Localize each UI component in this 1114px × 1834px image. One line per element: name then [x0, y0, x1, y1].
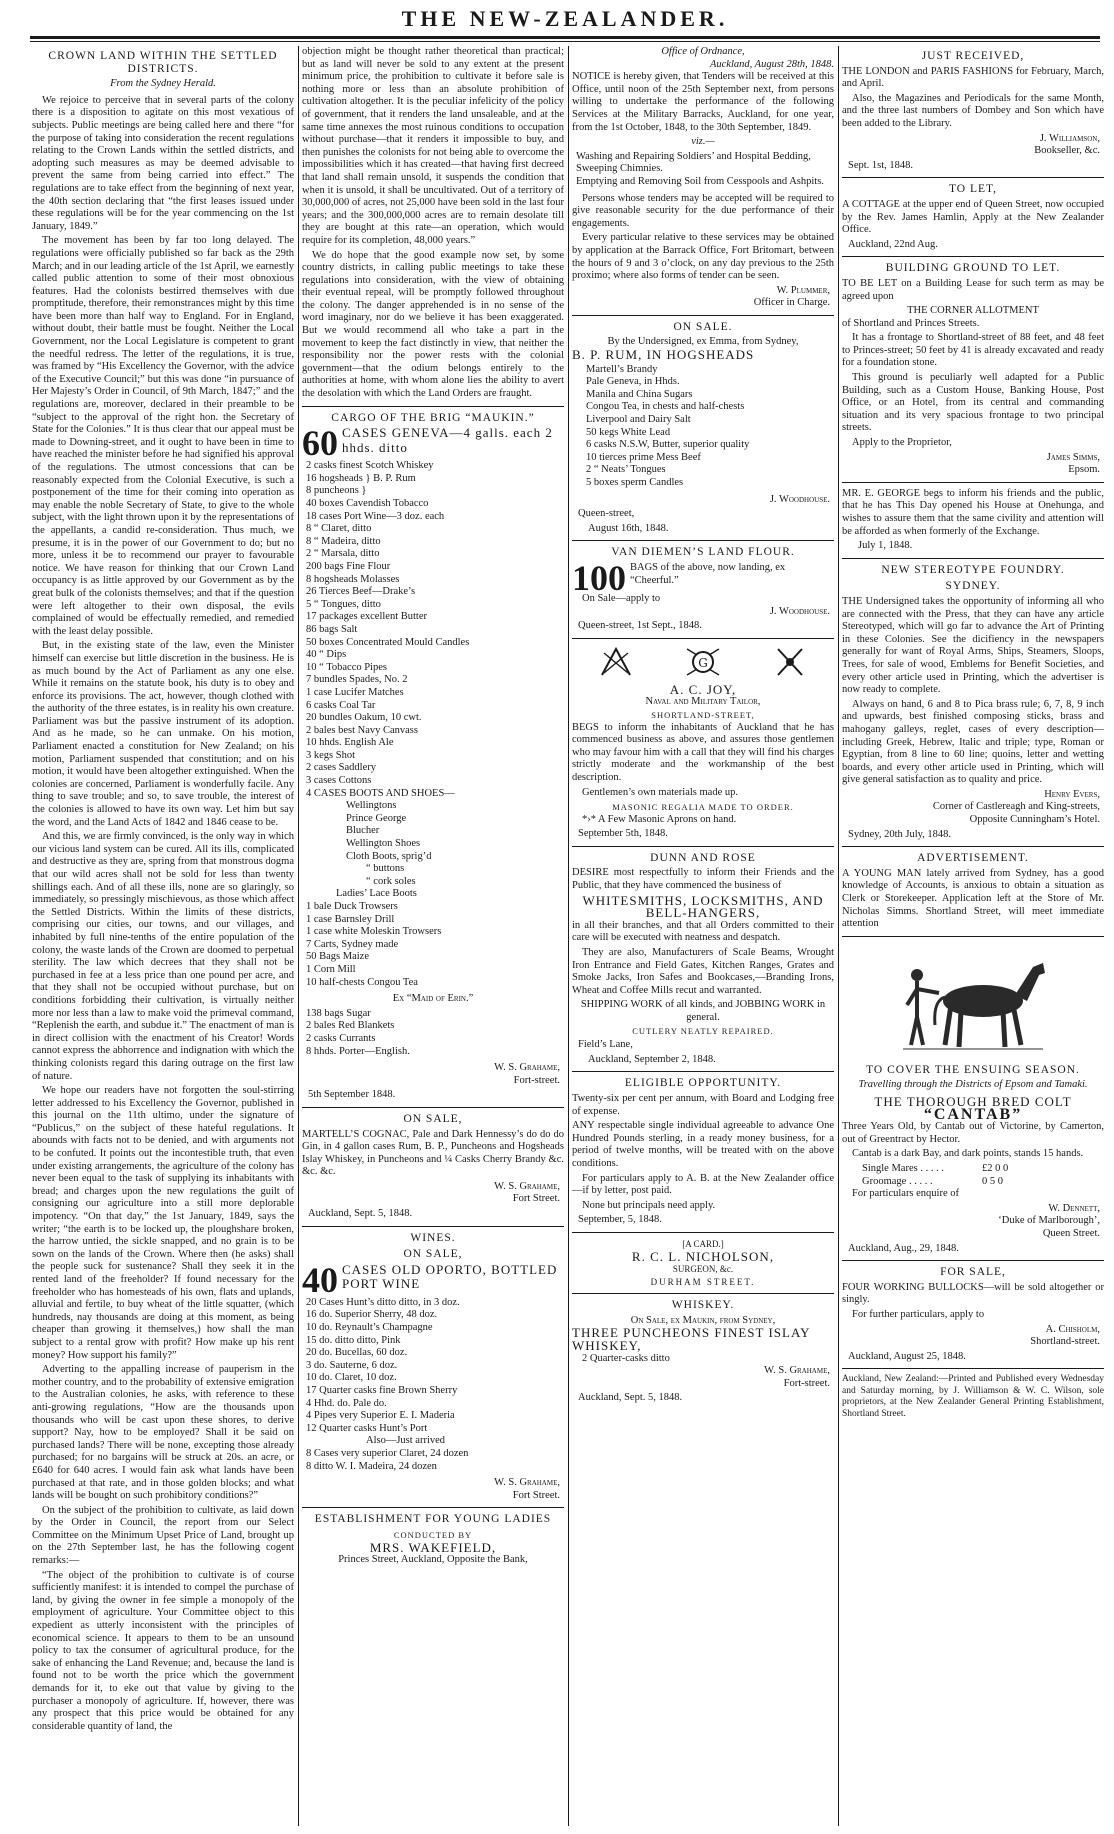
just-received-ad [842, 50, 1104, 172]
ad-date: Queen-street, 1st Sept., 1848. [578, 620, 702, 632]
ordnance-notice [572, 46, 834, 310]
ad-text: This ground is peculiarly well adapted for a Public Building, such as a Custom House, Banking House, Post Office, or an Hotel, from its central and commanding situation and its very spacious frontage to two principal streets. [842, 372, 1104, 434]
fee-row [842, 1163, 1104, 1176]
list-item: 17 packages excellent Butter [306, 611, 427, 623]
list-item: 8 ditto W. I. Madeira, 24 dozen [306, 1460, 437, 1472]
ad-street: DURHAM STREET. [650, 1276, 756, 1287]
ad-signature-address: Epsom. [1068, 464, 1100, 476]
divider [302, 406, 564, 407]
ad-subheading: Ex “Maid of Erin.” [392, 993, 474, 1005]
ad-text: Gentlemen’s own materials made up. [582, 786, 738, 798]
column-3 [572, 46, 834, 1826]
column-1 [32, 46, 294, 1826]
ad-name: “CANTAB” [923, 1105, 1023, 1123]
nicholson-card [572, 1238, 834, 1288]
ad-date: Auckland, Sept. 5, 1848. [578, 1392, 683, 1404]
ad-signature: J. Woodhouse. [769, 493, 830, 505]
ad-text: MARTELL’S COGNAC, Pale and Dark Hennessy’s do do do Gin, in 4 gallon cases Rum, B. P., Puncheons and Hogsheads Islay Whiskey, in Puncheons and ¼ Casks Cherry Brandy &c. &c. &c. [302, 1128, 564, 1178]
joy-ad [572, 644, 834, 841]
ad-text: Also, the Magazines and Periodicals for the same Month, and the three last numbers of Dombey and Son which have been added to the Library. [842, 92, 1104, 129]
ad-date: July 1, 1848. [858, 540, 913, 552]
ad-text: BEGS to inform the inhabitants of Auckland that he has commenced business as above, and assures those gentlemen who may favour him with a call that they will find his charges strictly moderate and the workmanship of the best description. [572, 721, 834, 783]
ad-date: Auckland, August 25, 1848. [848, 1350, 966, 1362]
ad-text: For further particulars, apply to [852, 1308, 985, 1320]
ad-text: Three Years Old, by Cantab out of Victorine, by Camerton, out of Greentract by Hector. [842, 1121, 1104, 1145]
list-item: 50 boxes Concentrated Mould Candles [306, 636, 470, 648]
whiskey-ad [572, 1299, 834, 1405]
ad-text: Twenty-six per cent per annum, with Board and Lodging free of expense. [572, 1092, 834, 1117]
fee-label: Single Mares . . . . . [862, 1162, 944, 1174]
list-item: 8 hhds. Porter—English. [306, 1045, 410, 1057]
ad-date: Sept. 1st, 1848. [848, 159, 914, 171]
svg-text:G: G [698, 655, 708, 670]
cargo-list [302, 1008, 564, 1058]
ad-date: Auckland, Aug., 29, 1848. [848, 1242, 959, 1254]
ad-date: 5th September 1848. [308, 1089, 396, 1101]
ad-lead-text: CASES OLD OPORTO, BOTTLED PORT WINE [342, 1263, 558, 1292]
list-item: 16 do. Superior Sherry, 48 doz. [306, 1309, 438, 1321]
article-paragraph: The movement has been by far too long delayed. The regulations were officially published so far back as the 29th March; and in our leading article of the 1st April, we earnestly called public attention to some of their most obnoxious features. Had the colonists bestirred themselves with due promptitude, therefore, their remonstrances might by this time have been more than half way to England. For in England, without doubt, their battle must be fought. Neither the Local Government, nor the Local Legislature is competent to grant the needful redress. The letter of the regulations, it is true, was framed by “His Excellency the Governor, with the advice of the Executive Council;” but this was done “in pursuance of Her Majesty’s Order in Council, of 9th March, 1847;” and the regulations are, moreover, declared in their preamble to be “subject to the approval of the right hon. the Secretary of State for the Colonies.” It is thus clear that our appeal must be made to Downing-street, and it ought to have been in time to have reached the minister before he had signified his approval of the regulations. The utmost concessions that can be reasonably expected from the Colonial Executive, is such a postponement of the time for their coming into operation as may enable the noble Secretary of State, to give to the whole subject, with the light thrown upon it by the representations of the appellants, a candid re-consideration. Thus much, we presume, it is in the power of our Government to do; but no more, unless it be to recommend our prayer to favourable notice. We have reason for thinking that our Crown Land occupancy is as little approved by our Government as by the great bulk of the colonists themselves; and that if the question were left altogether to their own disposal, the evils complained of would be effectually remedied, and remedied with the least delay possible. [32, 235, 294, 637]
list-item: Also—Just arrived [366, 1435, 446, 1447]
list-item: 20 bundles Oakum, 10 cwt. [306, 712, 422, 724]
list-item: 18 cases Port Wine—3 doz. each [306, 510, 445, 522]
list-item: 200 bags Fine Flour [306, 560, 391, 572]
list-item: Emptying and Removing Soil from Cesspools and Ashpits. [576, 175, 824, 187]
list-item: 3 do. Sauterne, 6 doz. [306, 1359, 398, 1371]
notice-date: Auckland, August 28th, 1848. [709, 58, 834, 70]
list-item: 10 half-chests Congou Tea [306, 976, 418, 988]
list-item: Wellington Shoes [346, 838, 421, 850]
list-item: 50 kegs White Lead [586, 426, 671, 438]
list-item: Prince George [346, 812, 407, 824]
ad-text: 2 Quarter-casks ditto [582, 1352, 670, 1364]
ad-lead-number: 100 [572, 561, 626, 593]
list-item: Wellingtons [346, 800, 397, 812]
cargo-list [302, 460, 564, 989]
column-rule [568, 46, 569, 1826]
ad-signature: Henry Evers, [1044, 788, 1100, 800]
ad-date: Sydney, 20th July, 1848. [848, 828, 952, 840]
article-source: From the Sydney Herald. [110, 78, 216, 90]
list-item: 10 hhds. English Ale [306, 737, 394, 749]
list-item: 6 casks Coal Tar [306, 699, 376, 711]
column-4 [842, 46, 1104, 1826]
list-item: 17 Quarter casks fine Brown Sherry [306, 1385, 458, 1396]
ad-headline: BUILDING GROUND TO LET. [885, 262, 1061, 275]
divider [302, 1107, 564, 1108]
ad-headline: ON SALE. [673, 320, 733, 333]
ad-trades: WHITESMITHS, LOCKSMITHS, AND BELL-HANGERS, [582, 892, 824, 921]
ad-text: They are also, Manufacturers of Scale Beams, Wrought Iron Entrance and Field Gates, Kitchen Ranges, Grates and Smoke Jacks, Iron Safes and Bookcases,—Branding Irons, Wheat and Coffee Mills recut and warranted. [572, 947, 834, 996]
ad-text: *›* A Few Masonic Aprons on hand. [582, 813, 737, 825]
ad-lead-text: CASES GENEVA—4 galls. each 2 hhds. ditto [342, 427, 553, 455]
ad-text: Always on hand, 6 and 8 to Pica brass rule; 6, 7, 8, 9 inch and upwards, best finished composing sticks, brass and mahogany galleys, reglet, cases of every description—including Greek, Hebrew, Italic and triple; type, Roman or Egyptian, from 8 line to 60 line; quoins, letter and wetting boards, and every other article used in Printing, which will give general satisfaction as to quality and price. [842, 698, 1104, 786]
ad-name: A. C. JOY, [669, 681, 737, 697]
ad-headline: VAN DIEMEN’S LAND FLOUR. [611, 546, 795, 559]
ad-intro: On Sale, ex Maukin, from Sydney, [630, 1314, 776, 1326]
divider [572, 638, 834, 639]
ad-text: For particulars enquire of [852, 1188, 960, 1200]
ad-text: MASONIC REGALIA MADE TO ORDER. [612, 802, 794, 813]
list-item: 8 “ Claret, ditto [306, 523, 372, 535]
ad-text: For particulars apply to A. B. at the New Zealander office—if by letter, post paid. [572, 1172, 834, 1197]
list-item: 15 do. ditto ditto, Pink [306, 1334, 401, 1346]
notice-text: NOTICE is hereby given, that Tenders will be received at this Office, until noon of the 25th September next, from persons willing to undertake the performance of the following Services at the Military Barracks, Auckland, for one year, from the 1st October, 1848, to the 30th September, 1849. [572, 71, 834, 133]
ad-text: TO BE LET on a Building Lease for such term as may be agreed upon [842, 277, 1104, 302]
card-label: [A CARD.] [682, 1238, 724, 1249]
list-item: 1 bale Duck Trowsers [306, 901, 398, 912]
masthead-rule-thin [30, 41, 1100, 42]
masthead: THE NEW-ZEALANDER. [401, 6, 729, 31]
ad-text: in all their branches, and that all Orders committed to their care will be executed with neatness and despatch. [572, 919, 834, 944]
divider [572, 846, 834, 847]
ad-lead-number: 60 [302, 427, 338, 459]
ad-date: August 16th, 1848. [588, 522, 669, 534]
divider [572, 540, 834, 541]
ad-place: Queen-street, [578, 508, 635, 520]
article-paragraph: objection might be thought rather theoretical than practical; but as land will never be sold to any extent at the present minimum price, the prohibition to cultivate it before sale is nothing more or less than an absolute prohibition of cultivation altogether. It is the peculiar infelicity of the policy of government, that it renders the land unsaleable, and at the same time annexes the most ruinous conditions to occupation without purchase—that it renders it impossible to buy, and then punishes the colonists for not being able to overcome the impossibilities which it has created—that having first decreed that land shall remain unsold, it suspends the condition that when it is unsold, it shall be uncultivated. Out of a territory of 30,000,000 of acres, not 25,000 have been sold in the last four years; and the 300,000,000 acres are to remain desolate till they are bought at this rate—an operation, which would require for its completion, 48,000 years.” [302, 46, 564, 246]
list-item: 2 “ Neats’ Tongues [586, 464, 666, 476]
list-item: 2 casks finest Scotch Whiskey [306, 460, 434, 472]
george-ad [842, 488, 1104, 553]
notice-text: Persons whose tenders may be accepted will be required to give reasonable security for the due performance of their engagements. [572, 192, 834, 229]
ad-signature: J. Williamson, [1039, 132, 1100, 144]
list-item: Liverpool and Dairy Salt [586, 414, 691, 426]
ad-signature-address: Officer in Charge. [753, 297, 830, 309]
ad-title: THE THOROUGH BRED COLT [874, 1094, 1072, 1109]
ad-lead-number: 40 [302, 1263, 338, 1295]
list-item: “ cork soles [366, 875, 416, 887]
divider [842, 1260, 1104, 1261]
ad-headline: DUNN AND ROSE [650, 851, 756, 864]
masthead-rule-thick [30, 36, 1100, 39]
cargo-ad [302, 412, 564, 1102]
list-item: 50 Bags Maize [306, 951, 369, 963]
divider [842, 256, 1104, 257]
list-item: 10 do. Claret, 10 doz. [306, 1372, 397, 1384]
ad-lead-text: THREE PUNCHEONS FINEST ISLAY WHISKEY, [572, 1325, 811, 1354]
article-paragraph: But, in the existing state of the law, even the Minister himself can exercise but little discretion in the business. He is as much bound by the Act of Parliament as any one else. While it remains on the statute book, his duty is to obey and enforce its provisions. The act, however, though clothed with the authority of the three estates, is in reality his own creature. Parliament was but the passive instrument of its adoption. And as he made, so he can unmake. On his motion, Parliament enacted a constitution for New Zealand; on his motion, Parliament suspended that constitution; and on his motion, it would have been altogether extinguished. When the colonies are concerned, Parliament is wonderfully facile. Any thing to save trouble; and so, to save trouble, the interest of the colonies is allowed to have its own way. Let him but say the word, and the Land Acts of 1842 and 1846 cease to be. [32, 640, 294, 828]
ad-text: FOUR WORKING BULLOCKS—will be sold altogether or singly. [842, 1281, 1104, 1306]
list-item: 1 case Barnsley Drill [306, 913, 395, 925]
list-item: 6 casks N.S.W, Butter, superior quality [586, 439, 750, 451]
ad-signature-address: ‘Duke of Marlborough’, [998, 1215, 1100, 1227]
notice-office: Office of Ordnance, [661, 46, 745, 57]
list-item: 40 “ Dips [306, 649, 347, 661]
fee-value: 0 5 0 [982, 1175, 1003, 1187]
list-item: 20 do. Bucellas, 60 doz. [306, 1347, 408, 1359]
cantab-ad [842, 942, 1104, 1255]
divider [302, 1507, 564, 1508]
ad-signature-address: Fort-street. [783, 1377, 830, 1389]
list-item: Manila and China Sugars [586, 388, 693, 400]
ad-signature-address: Opposite Cunningham’s Hotel. [969, 814, 1100, 826]
list-item: 5 “ Tongues, ditto [306, 598, 381, 610]
ad-headline: TO LET, [948, 183, 998, 196]
stereotype-ad [842, 564, 1104, 841]
ad-subheading: Travelling through the Districts of Epsom and Tamaki. [858, 1079, 1088, 1091]
divider [572, 1071, 834, 1072]
ad-headline: CARGO OF THE BRIG “MAUKIN.” [331, 411, 535, 424]
fee-value: £2 0 0 [982, 1162, 1009, 1174]
list-item: 16 hogsheads } B. P. Rum [306, 472, 416, 484]
list-item: 2 cases Saddlery [306, 762, 376, 774]
article-paragraph: We hope our readers have not forgotten the soul-stirring letter addressed to his Excellency the Governor, published in this journal on the 11th ultimo, under the signature of “Publicus,” on the subject of these hateful regulations. It abounds with facts not to be denied, and with arguments not to be confuted. It points out the incontestible truth, that even under existing arrangements, the agriculture of the colony has never been equal to the task of supplying its inhabitants with bread; and charges upon the new regulations the guilt of consigning our agriculture into a still more deplorable impotency. “On that day,” the 1st January, 1849, says the writer; “the earth is to be locked up, the ploughshare broken, the harrow untied, the sickle snapped, and no grain is to be sown on the lands of the Crown. Where then (he asks) shall the people suck for sustenance? Shall they seek it in the rented land of the freeholder? If found necessary for the freeholder who has homesteads of his own, flats and uplands, alluvial and fertile, to buy wheat of the little squatter, (which hundreds, nay thousands are doing at this moment, as being cheaper than growing it themselves,) how shall the man subject to a rental grow with profit? How make up his rent money? How support his family?” [32, 1085, 294, 1361]
list-item: 10 “ Tobacco Pipes [306, 661, 388, 673]
ad-date: Auckland, Sept. 5, 1848. [308, 1208, 413, 1220]
horse-engraving-icon [842, 942, 1104, 1060]
ad-text: CUTLERY NEATLY REPAIRED. [632, 1025, 774, 1036]
ad-title: SURGEON, &c. [672, 1264, 734, 1275]
divider [842, 558, 1104, 559]
list-item: 1 case white Moleskin Trowsers [306, 926, 442, 938]
ad-signature-address: Fort-street. [513, 1074, 560, 1086]
ad-signature-address: Corner of Castlereagh and King-streets, [932, 801, 1100, 813]
fee-row [842, 1176, 1104, 1189]
list-item: 1 case Lucifer Matches [306, 686, 404, 698]
list-item: Pale Geneva, in Hhds. [586, 376, 680, 388]
ad-text: THE Undersigned takes the opportunity of informing all who are connected with the Press, that they can have any article Stereotyped, which will go far to advance the Art of Printing in these Colonies. See the dicifiency in the newspapers generally for want of Royal Arms, Ships, Steamers, Sloops, Trees, for sale of wood, Emblems for Benefit Societies, and every other article used in Printing, which the advertiser is now ready to complete. [842, 595, 1104, 696]
onsale-woodhouse-ad [572, 321, 834, 536]
column-rule [298, 46, 299, 1826]
wines-ad [302, 1232, 564, 1503]
ad-signature: W. Dennett, [1048, 1202, 1100, 1214]
notice-viz: viz.— [691, 136, 715, 148]
list-item: Cloth Boots, sprig’d [346, 850, 432, 862]
list-item: 3 cases Cottons [306, 775, 372, 787]
ad-signature-address: Queen Street. [1042, 1227, 1100, 1239]
divider [842, 846, 1104, 847]
ad-intro: By the Undersigned, ex Emma, from Sydney, [607, 336, 799, 348]
list-item: 2 “ Marsala, ditto [306, 548, 380, 560]
column-2 [302, 46, 564, 1826]
establishment-ad [302, 1513, 564, 1566]
divider [572, 315, 834, 316]
dunn-rose-ad [572, 852, 834, 1067]
divider [842, 1368, 1104, 1369]
masonic-emblem-icon [572, 644, 834, 680]
ad-signature: James Simms, [1046, 451, 1100, 463]
list-item: Washing and Repairing Soldiers’ and Hospital Bedding, [576, 150, 811, 162]
onsale-ad [302, 1113, 564, 1221]
list-item: 10 do. Reynault’s Champagne [306, 1322, 433, 1334]
ad-signature: W. Plummer, [776, 284, 830, 296]
ad-text: of Shortland and Princes Streets. [842, 317, 980, 329]
ad-headline: WHISKEY. [671, 1299, 735, 1312]
ad-text: ANY respectable single individual agreeable to advance One Hundred Pounds sterling, in a ready money business, for a period of twelve months, will be treated with on the above conditions. [572, 1120, 834, 1169]
ad-date: September 5th, 1848. [578, 828, 668, 840]
list-item: Ladies’ Lace Boots [336, 888, 417, 900]
ad-title: Naval and Military Tailor, [645, 696, 761, 708]
list-item: 20 Cases Hunt’s ditto ditto, in 3 doz. [306, 1296, 460, 1308]
list-item: “ buttons [366, 863, 405, 875]
ad-text: A YOUNG MAN lately arrived from Sydney, has a good knowledge of Accounts, is anxious to obtain a situation as Clerk or Storekeeper. Application left at the Store of Mr. Nicholas Simms. Shortland Street, will meet immediate attention [842, 867, 1104, 930]
list-item: 2 casks Currants [306, 1032, 376, 1044]
notice-text: Every particular relative to these services may be obtained by application at the Barrack Office, Fort Britomart, between the hours of 9 and 3 o’clock, on any day previous to the 25th proximo; where also forms of tender can be seen. [572, 232, 834, 282]
ad-text: Cantab is a dark Bay, and dark points, stands 15 hands. [852, 1148, 1084, 1160]
ad-lead-text: B. P. RUM, IN HOGSHEADS [572, 347, 755, 363]
fee-label: Groomage . . . . . [862, 1175, 933, 1187]
ad-signature: J. Woodhouse. [769, 605, 830, 617]
ad-text: THE LONDON and PARIS FASHIONS for February, March, and April. [842, 65, 1104, 90]
article-paragraph: We do hope that the good example now set, by some country districts, in calling public meetings to take these regulations into consideration, with the view of obtaining their eventual repeal, will be promptly followed throughout the colony. The danger apprehended is in no sense of the word imaginary, nor do we believe it has been exaggerated. But we would recommend all who take a part in the movement to keep the fact distinctly in view, that neither the responsibility nor the power rests with the colonial government—that the odium belongs entirely to the authorities at home, with whom alone lies the ability to avert the desolation with which the Land Orders are fraught. [302, 249, 564, 400]
ad-signature: W. S. Grahame, [494, 1180, 560, 1192]
list-item: 40 boxes Cavendish Tobacco [306, 498, 429, 509]
building-ground-ad [842, 262, 1104, 477]
ad-signature: W. S. Grahame, [494, 1477, 560, 1489]
ad-address: Princes Street, Auckland, Opposite the Bank, [338, 1554, 528, 1566]
divider [572, 1232, 834, 1233]
ad-signature-address: Fort Street. [512, 1193, 560, 1205]
ad-signature-address: Shortland-street. [1030, 1336, 1100, 1348]
ad-subheading: ON SALE, [403, 1248, 463, 1261]
divider [842, 936, 1104, 937]
ad-signature: W. S. Grahame, [494, 1062, 560, 1074]
services-list [572, 151, 834, 189]
ad-signature: W. S. Grahame, [764, 1365, 830, 1377]
ad-subheading: THE CORNER ALLOTMENT [907, 305, 1039, 317]
ad-place: Field’s Lane, [578, 1039, 633, 1051]
article-paragraph: “The object of the prohibition to cultivate is of course sufficiently manifest: it is intended to compel the purchase of land, by giving the owner in fee simple a monopoly of the employment of agriculture. Your Committee object to this expedient as utterly inconsistent with the principles of economical science. It appears to them to be an unsound policy to tax the consumer of agricultural produce, for the sake of enhancing the Land Revenue; and, because the land is found not to be worth the price which the government demands for it, to eke out that value by giving to the purchaser a monopoly of agriculture. If, however, there was any prospect that this price would be obtained for any considerable quantity of land, the [32, 1569, 294, 1732]
advertisement-ad [842, 852, 1104, 931]
ad-headline: ESTABLISHMENT FOR YOUNG LADIES [314, 1513, 552, 1526]
eligible-ad [572, 1077, 834, 1227]
ad-headline: ELIGIBLE OPPORTUNITY. [624, 1077, 782, 1090]
column-rule [838, 46, 839, 1826]
article-paragraph: We rejoice to perceive that in several parts of the colony there is a disposition to agitate on this most vexatious of subjects. Public meetings are being called here and there “for the purpose of taking into consideration the recent regulations relating to the Crown Lands within the settled districts, and adopting such measures as may be deemed advisable to prevent the same from being carried into effect.” The regulations are to take effect from the beginning of next year, the 40th section declaring that “the first leases issued under these regulations will be for the year commencing on the 1st January, 1849.” [32, 94, 294, 232]
ad-text: On Sale—apply to [582, 592, 661, 604]
list-item: 138 bags Sugar [306, 1007, 371, 1019]
ad-text: A COTTAGE at the upper end of Queen Street, now occupied by the Rev. James Hamlin, Apply at the New Zealander Office. [842, 198, 1104, 236]
list-item: 3 kegs Shot [306, 749, 356, 761]
list-item: 12 Quarter casks Hunt’s Port [306, 1422, 428, 1434]
list-item: 4 CASES BOOTS AND SHOES— [306, 787, 455, 799]
list-item: 8 hogsheads Molasses [306, 573, 400, 585]
ad-street: SHORTLAND-STREET, [651, 709, 755, 720]
to-let-ad [842, 183, 1104, 251]
ad-headline: JUST RECEIVED, [921, 50, 1025, 62]
ad-signature: A. Chisholm, [1045, 1323, 1100, 1335]
list-item: 8 puncheons } [306, 485, 367, 497]
list-item: Martell’s Brandy [586, 363, 658, 375]
wine-list [302, 1297, 564, 1473]
list-item: 1 Corn Mill [306, 963, 356, 975]
list-item: Sweeping Chimnies. [576, 163, 663, 175]
divider [842, 482, 1104, 483]
ad-lead-text: BAGS of the above, now landing, ex “Cheerful.” [630, 561, 786, 586]
ad-name: MRS. WAKEFIELD, [369, 1539, 497, 1555]
ad-headline: TO COVER THE ENSUING SEASON. [866, 1063, 1080, 1076]
ad-subheading: CONDUCTED BY [393, 1529, 473, 1540]
ad-headline: ON SALE, [403, 1112, 463, 1125]
ad-headline: FOR SALE, [940, 1266, 1006, 1279]
list-item: 7 bundles Spades, No. 2 [306, 674, 408, 686]
list-item: 4 Hhd. do. Pale do. [306, 1397, 387, 1409]
ad-text: None but principals need apply. [582, 1199, 716, 1211]
ad-headline: WINES. [410, 1231, 456, 1244]
ad-date: Auckland, 22nd Aug. [848, 238, 938, 250]
article-headline: CROWN LAND WITHIN THE SETTLED DISTRICTS. [48, 50, 278, 75]
ad-headline: ADVERTISEMENT. [917, 852, 1029, 865]
list-item: Blucher [346, 825, 380, 837]
list-item: 7 Carts, Sydney made [306, 938, 399, 950]
ad-subheading: SYDNEY. [945, 580, 1001, 593]
list-item: 4 Pipes very Superior E. I. Maderia [306, 1410, 455, 1422]
list-item: 26 Tierces Beef—Drake’s [306, 586, 416, 598]
article-paragraph: Adverting to the appalling increase of pauperism in the mother country, and to the probability of extensive emigration to the Australian colonies, he asks, with reference to these anti-growing regulations, “How are the thousands upon thousands who will be cast upon these shores, to derive support? Nay, how to be employed? Shall it be said on purchased lands? There will be none, excepting those already purchased; for no bargains will be struck at 20s. an acre, or £640 for 640 acres. I would fain ask what lands have been purchased at that rate, and in those golden blocks; and what lands will be bought on such prohibitory conditions?” [32, 1364, 294, 1502]
list-item: 86 bags Salt [306, 623, 358, 635]
divider [572, 1293, 834, 1294]
list-item: Congou Tea, in chests and half-chests [586, 401, 745, 413]
goods-list [572, 364, 834, 490]
ad-text: MR. E. GEORGE begs to inform his friends and the public, that he has This Day opened his House at Onehunga, and wishes to assure them that the same civility and attention will be afforded as when formerly of the Exchange. [842, 487, 1104, 537]
article-paragraph: And this, we are firmly convinced, is the only way in which our vicious land system can be cured. All its ills, complicated and destructive as they are, spring from that monstrous dogma that our wild acres shall not be sold for less than twenty shillings each. And of all these ills, none are so glaringly, so immediately, so pressingly mischievous, as those which affect the Settled Districts. Within the limits of these districts, comprising our cities, our towns, and our villages, and inhabited by full nine-tenths of the entire population of the colony, the waste lands of the Crown are doomed to perpetual sterility. The law which decrees that they shall not be purchased in fee at a less price than one pound per acre, and that they shall not be occupied without purchase, but on conditions forbidding their cultivation, is virtually neither more nor less than a law to make void the primeval command, “Replenish the earth, and subdue it.” The enactment of man is in direct collision with the enactment of his Creator! Words cannot express the abhorrence and indignation with which the thinking colonists regard this daring outrage on the first law of nature. [32, 831, 294, 1082]
ad-date: Auckland, September 2, 1848. [588, 1053, 716, 1065]
ad-signature-address: Fort Street. [512, 1489, 560, 1501]
ad-date: September, 5, 1848. [578, 1214, 662, 1226]
ad-text: SHIPPING WORK of all kinds, and JOBBING WORK in general. [580, 999, 826, 1023]
ad-signature-address: Bookseller, &c. [1034, 145, 1100, 157]
list-item: 5 boxes sperm Candles [586, 477, 684, 488]
article-paragraph: On the subject of the prohibition to cultivate, as laid down by the Order in Council, the report from our Select Committee on the Minimum Upset Price of Land, brought up on the 27th September last, he has the following cogent remarks:— [32, 1504, 294, 1567]
ad-text: DESIRE most respectfully to inform their Friends and the Public, that they have commenced the business of [572, 867, 834, 892]
imprint: Auckland, New Zealand:—Printed and Published every Wednesday and Saturday morning, by J. Williamson & W. C. Wilson, sole proprietors, at the New Zealander General Printing Establishment, Shortland Street. [842, 1374, 1104, 1419]
list-item: 8 “ Madeira, ditto [306, 535, 381, 547]
list-item: 8 Cases very superior Claret, 24 dozen [306, 1447, 469, 1459]
ad-headline: NEW STEREOTYPE FOUNDRY. [881, 563, 1065, 576]
flour-ad [572, 546, 834, 632]
ad-text: Apply to the Proprietor, [852, 437, 952, 449]
list-item: 2 bales best Navy Canvass [306, 724, 418, 736]
for-sale-ad [842, 1266, 1104, 1363]
list-item: 10 tierces prime Mess Beef [586, 451, 701, 463]
divider [302, 1226, 564, 1227]
ad-text: It has a frontage to Shortland-street of 88 feet, and 48 feet to Princes-street; 50 feet by 41 is already excavated and ready for a foundation stone. [842, 332, 1104, 369]
ad-name: R. C. L. NICHOLSON, [631, 1248, 775, 1264]
list-item: 2 bales Red Blankets [306, 1020, 395, 1032]
divider [842, 177, 1104, 178]
